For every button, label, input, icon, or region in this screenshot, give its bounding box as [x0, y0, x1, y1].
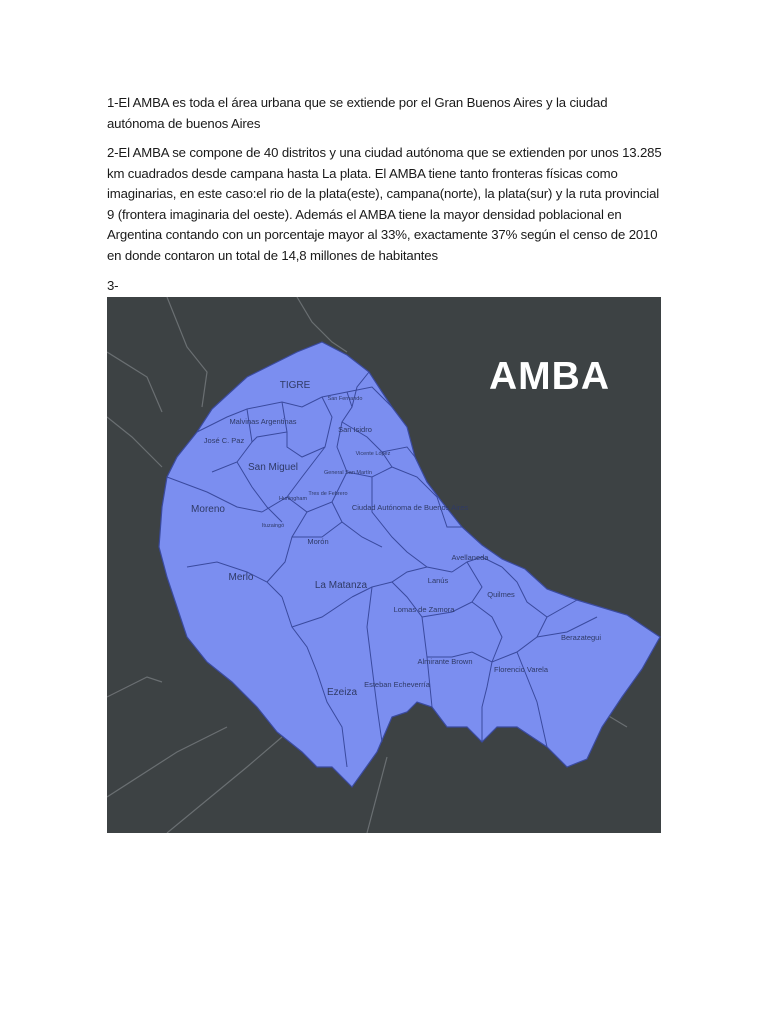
label-san-miguel: San Miguel — [247, 462, 299, 473]
label-lanus: Lanús — [427, 576, 449, 585]
outer-line — [107, 727, 227, 797]
label-moreno: Moreno — [191, 504, 225, 515]
map-title: AMBA — [489, 355, 610, 398]
outer-line — [167, 297, 207, 407]
label-jose-c-paz: José C. Paz — [203, 436, 245, 445]
outer-line — [367, 757, 387, 833]
label-san-isidro: San Isidro — [338, 425, 372, 434]
label-florencio-varela: Florencio Varela — [493, 665, 549, 674]
label-tres-de-febrero: Tres de Febrero — [308, 491, 348, 497]
label-almirante-brown: Almirante Brown — [417, 657, 473, 666]
outer-line — [107, 352, 162, 412]
label-tigre: TIGRE — [279, 380, 311, 391]
label-ezeiza: Ezeiza — [326, 687, 358, 698]
amba-map-image — [107, 297, 661, 833]
label-la-matanza: La Matanza — [314, 580, 368, 591]
label-merlo: Merlo — [228, 572, 254, 583]
label-esteban-echeverria: Esteban Echeverría — [364, 680, 430, 689]
paragraph-3: 3- — [107, 278, 119, 293]
label-ituzaingo: Ituzaingó — [261, 523, 285, 529]
label-moron: Morón — [307, 537, 329, 546]
paragraph-1: 1-El AMBA es toda el área urbana que se extiende por el Gran Buenos Aires y la ciudad autónoma de buenos Aires — [107, 95, 608, 131]
amba-region — [159, 342, 660, 787]
amba-map-svg — [107, 297, 661, 833]
paragraph-2: 2-El AMBA se compone de 40 distritos y una ciudad autónoma que se extienden por unos 13.285 km cuadrados desde campana hasta La plata. El AMBA tiene tanto fronteras físicas como imaginarias, en este caso:el rio de la plata(este), campana(norte), la plata(sur) y la ruta provincial 9 (frontera imaginaria del oeste). Además el AMBA tiene la mayor densidad poblacional en Argentina contando con un porcentaje mayor al 33%, exactamente 37% según el censo de 2010 en donde contaron un total de 14,8 millones de habitantes — [107, 145, 662, 263]
label-ciudad-autonoma: Ciudad Autónoma de Buenos Aires — [351, 503, 469, 512]
label-hurlingham: Hurlingham — [278, 496, 308, 502]
label-quilmes: Quilmes — [487, 590, 515, 599]
label-san-fernando: San Fernando — [327, 396, 363, 402]
label-general-san-martin: General San Martín — [324, 470, 372, 476]
label-avellaneda: Avellaneda — [451, 553, 489, 562]
label-lomas-de-zamora: Lomas de Zamora — [393, 605, 455, 614]
label-vicente-lopez: Vicente López — [355, 451, 391, 457]
outer-line — [107, 417, 162, 467]
outer-line — [107, 677, 162, 697]
label-malvinas: Malvinas Argentinas — [229, 417, 297, 426]
label-berazategui: Berazategui — [560, 633, 602, 642]
outer-line — [167, 737, 282, 833]
